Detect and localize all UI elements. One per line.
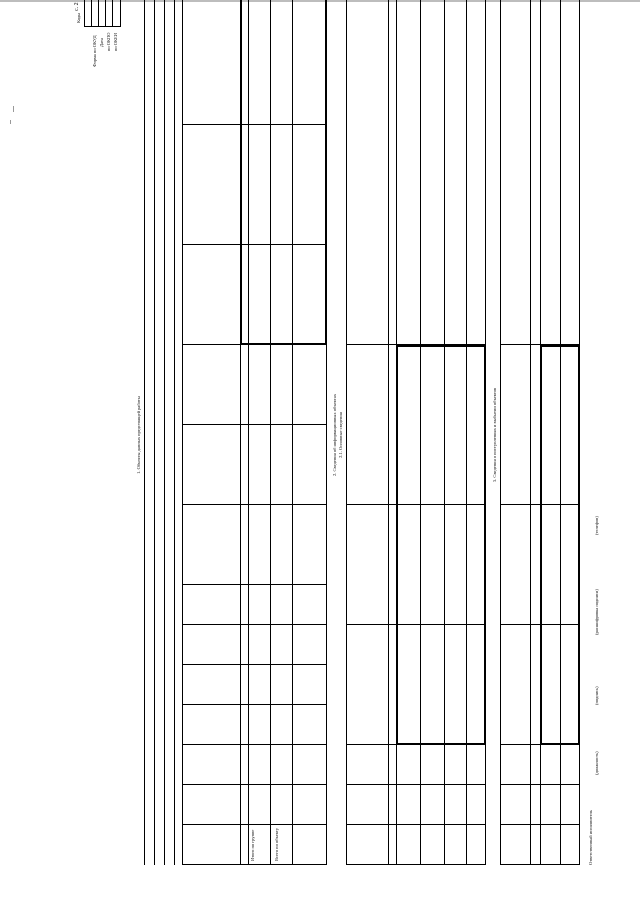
date-label: Дата xyxy=(99,38,104,47)
form-label: Форма по ОКУД xyxy=(92,35,97,67)
table1-highlight xyxy=(240,0,327,345)
footer-name: (расшифровка подписи) xyxy=(594,589,599,635)
footer-signer: Ответственный исполнитель xyxy=(588,809,593,865)
footer-position: (должность) xyxy=(594,751,599,775)
scan-mark xyxy=(10,120,11,124)
footer-phone: (телефон) xyxy=(594,516,599,535)
okei-label: по ОКЕИ xyxy=(113,32,118,51)
section2-title: 2. Сведения об информационных объектах xyxy=(332,394,337,476)
page-number: с. 2 xyxy=(74,2,80,11)
okpo-label: по ОКПО xyxy=(106,32,111,51)
table1-row-label: Итого по группе xyxy=(250,829,255,861)
table2-highlight xyxy=(396,345,486,745)
table1-row-label: Всего по объекту xyxy=(274,828,279,861)
section1-title: 1. Объекты данных предстоящей работы xyxy=(136,396,141,474)
rotated-form xyxy=(70,0,600,885)
scan-mark xyxy=(13,106,14,112)
section3-title: 3. Сведения о поступлениях и выбытии объектов xyxy=(492,387,497,483)
table3-highlight xyxy=(540,345,580,745)
codes-title: Коды xyxy=(76,12,81,23)
section2-subtitle: 2.1. Основные сведения xyxy=(338,412,343,458)
codes-box xyxy=(84,0,121,27)
footer-signature: (подпись) xyxy=(594,686,599,705)
